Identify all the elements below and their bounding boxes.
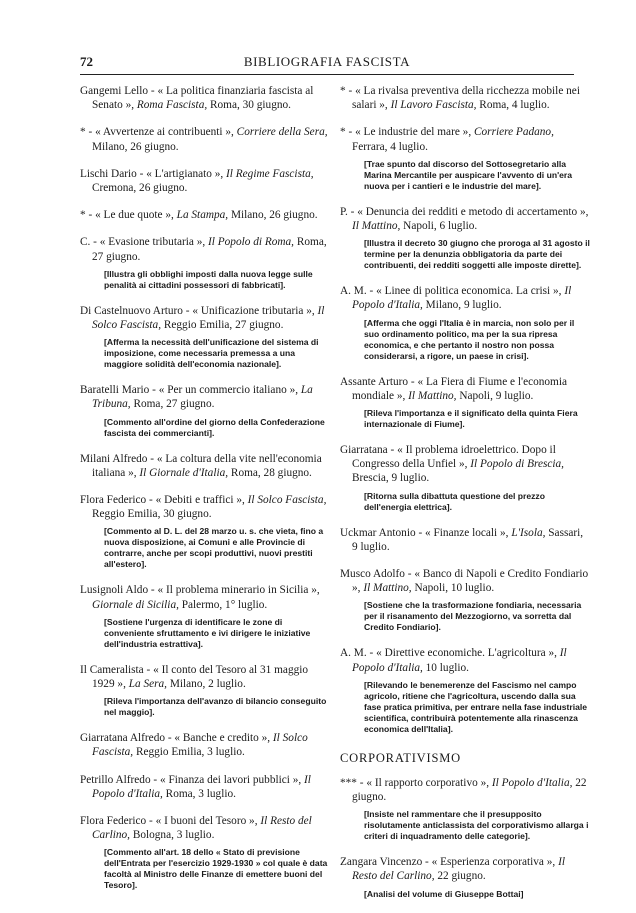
entry-author: P. - xyxy=(340,205,355,218)
entry-source: Il Mattino, xyxy=(352,220,401,233)
entry-note: [Commento al D. L. del 28 marzo u. s. che vieta, fino a nuova disposizione, ai Comuni e alle Provincie di contrarre, anche per scopi produttivi, nuovi prestiti all'estero]. xyxy=(104,526,324,570)
entry-note: [Ritorna sulla dibattuta questione del prezzo dell'energia elettrica]. xyxy=(364,490,545,512)
entry-author: Milani Alfredo - xyxy=(80,452,155,465)
bibliography-entry xyxy=(80,125,328,153)
entry-title: « Banco di Napoli e Credito Fondiario », xyxy=(352,568,589,595)
entry-source: La Tribuna, xyxy=(92,384,313,411)
entry-note: [Sostiene l'urgenza di identificare le zone di conveniente sfruttamento e ivi dirigere le iniziative dell'industria estrattiva]. xyxy=(104,616,311,649)
entry-title: « La coltura della vite nell'economia italiana », xyxy=(92,452,322,479)
entry-place-date: Reggio Emilia, 27 giugno. xyxy=(163,319,284,332)
entry-place-date: 10 luglio. xyxy=(425,661,469,674)
bibliography-entry xyxy=(340,567,590,633)
entry-title: « Finanze locali », xyxy=(425,526,509,539)
bibliography-entry xyxy=(340,526,590,554)
entry-title: « Evasione tributaria », xyxy=(99,236,206,249)
entry-author: * - xyxy=(340,85,353,97)
entry-title: « Le due quote », xyxy=(95,209,174,222)
entry-place-date: Napoli, 10 luglio. xyxy=(414,582,495,595)
entry-title: « Il problema idroelettrico. Dopo il Congresso della Unfiel », xyxy=(352,444,556,471)
entry-title: « Avvertenze ai contribuenti », xyxy=(95,126,234,139)
entry-note: [Analisi del volume di Giuseppe Bottai] xyxy=(364,888,524,899)
running-title: BIBLIOGRAFIA FASCISTA xyxy=(243,54,411,69)
entry-author: Assante Arturo - xyxy=(340,375,415,388)
entry-source: Roma Fascista, xyxy=(136,99,208,112)
entry-place-date: Milano, 9 luglio. xyxy=(425,299,502,312)
entry-title: « Esperienza corporativa », xyxy=(431,856,556,869)
entry-place-date: Roma, 27 giugno. xyxy=(92,236,327,263)
entry-author: * - xyxy=(80,209,93,222)
bibliography-entry xyxy=(80,235,328,290)
entry-source: La Stampa, xyxy=(176,209,229,222)
bibliography-entry xyxy=(80,814,328,891)
entry-source: Il Solco Fascista, xyxy=(92,732,308,759)
entry-source: Giornale di Sicilia, xyxy=(92,598,179,611)
entry-note: [Insiste nel rammentare che il presupposito risolutamente anticlassista del corporativismo allarga i criteri di inquadramento delle categorie]. xyxy=(364,809,589,842)
page-header xyxy=(80,54,574,75)
entry-source: Il Popolo di Brescia, xyxy=(470,458,565,471)
entry-author: Petrillo Alfredo - xyxy=(80,773,158,786)
entry-place-date: Reggio Emilia, 30 giugno. xyxy=(92,508,212,521)
entry-author: Gangemi Lello - xyxy=(80,85,155,97)
entry-source: Il Solco Fascista, xyxy=(247,494,327,507)
bibliography-entry xyxy=(80,493,328,570)
entry-place-date: Roma, 27 giugno. xyxy=(133,398,215,411)
entry-source: Il Popolo di Roma, xyxy=(208,236,295,249)
entry-place-date: Roma, 30 giugno. xyxy=(210,99,291,112)
entry-title: « Denuncia dei redditi e metodo di accertamento », xyxy=(357,205,589,218)
entry-note: [Afferma la necessità dell'unificazione del sistema di imposizione, come necessaria premessa a una maggiore solidità dell'economia nazionale]. xyxy=(104,337,319,370)
bibliography-entry xyxy=(80,731,328,759)
section-heading: CORPORATIVISMO xyxy=(340,750,461,765)
entry-author: Lischi Dario - xyxy=(80,167,144,180)
entry-note: [Sostiene che la trasformazione fondiaria, necessaria per il risanamento del Mezzogiorno, va sorretta dal Credito Fondiario]. xyxy=(364,600,582,633)
entry-source: Il Popolo d'Italia, xyxy=(352,647,567,674)
entry-note: [Rilevando le benemerenze del Fascismo nel campo agricolo, ritiene che l'agricoltura, uscendo dalla sua fase pratica primitiva, per entrare nella fase industriale scientifica, contribuirà potentemente alla rinascenza economica dell'Italia]. xyxy=(364,679,588,734)
entry-title: « Direttive economiche. L'agricoltura », xyxy=(376,647,557,660)
entry-author: Giarratana Alfredo - xyxy=(80,732,172,745)
entry-title: « Il problema minerario in Sicilia », xyxy=(157,584,320,597)
entry-place-date: Milano, 26 giugno. xyxy=(92,140,179,153)
bibliography-entry xyxy=(80,383,328,438)
right-column xyxy=(340,84,590,913)
entry-source: Il Lavoro Fascista, xyxy=(390,99,477,112)
entry-place-date: Napoli, 9 luglio. xyxy=(459,389,534,402)
entry-place-date: Milano, 26 giugno. xyxy=(230,209,318,222)
entry-source: Il Solco Fascista, xyxy=(92,304,325,332)
entry-source: Il Popolo d'Italia, xyxy=(352,285,572,312)
entry-place-date: Bologna, 3 luglio. xyxy=(132,829,215,842)
entry-place-date: Cremona, 26 giugno. xyxy=(92,182,188,195)
entry-place-date: Napoli, 6 luglio. xyxy=(403,220,478,233)
entry-place-date: Reggio Emilia, 3 luglio. xyxy=(135,746,245,759)
section-entries xyxy=(340,776,590,900)
bibliography-entry xyxy=(340,646,590,734)
entry-place-date: Palermo, 1° luglio. xyxy=(181,598,268,611)
entry-place-date: Roma, 3 luglio. xyxy=(165,787,236,800)
entry-author: Musco Adolfo - xyxy=(340,568,412,581)
bibliography-entry xyxy=(80,452,328,480)
entry-source: Il Mattino, xyxy=(363,582,412,595)
entry-source: L'Isola, xyxy=(511,526,546,539)
entry-place-date: Roma, 4 luglio. xyxy=(479,99,550,112)
entry-title: « Finanza dei lavori pubblici », xyxy=(160,773,302,786)
entry-title: « Il rapporto corporativo », xyxy=(366,776,490,789)
entry-title: « La rivalsa preventiva della ricchezza mobile nei salari », xyxy=(352,85,580,112)
bibliography-entry xyxy=(80,304,328,370)
entry-author: Lusignoli Aldo - xyxy=(80,584,155,597)
entry-place-date: Brescia, 9 luglio. xyxy=(352,472,430,485)
bibliography-entry xyxy=(340,776,590,842)
entry-note: [Afferma che oggi l'Italia è in marcia, non solo per il suo ordinamento politico, ma per la sua ripresa economica, e che pertanto il nostro non possa considerarsi, a rigore, un paese in crisi]. xyxy=(364,317,575,361)
entry-place-date: 22 giugno. xyxy=(352,776,587,804)
bibliography-entry xyxy=(80,773,328,801)
right-column-entries xyxy=(340,84,590,735)
entry-source: Il Popolo d'Italia, xyxy=(92,773,311,800)
entry-note: [Rileva l'importanza dell'avanzo di bilancio conseguito nel maggio]. xyxy=(104,696,327,718)
bibliography-entry xyxy=(340,125,590,191)
bibliography-entry xyxy=(80,583,328,649)
entry-author: Giarratana - xyxy=(340,444,395,457)
entry-author: Uckmar Antonio - xyxy=(340,526,423,539)
entry-source: Il Resto del Carlino, xyxy=(352,856,565,883)
entry-place-date: Roma, 28 giugno. xyxy=(230,466,312,479)
entry-title: « I buoni del Tesoro », xyxy=(155,815,258,828)
entry-note: [Illustra il decreto 30 giugno che proroga al 31 agosto il termine per la denunzia obbligatoria da parte dei contribuenti, dei redditi soggetti alle imposte dirette]. xyxy=(364,238,590,271)
bibliography-entry xyxy=(340,443,590,513)
entry-title: « Debiti e traffici », xyxy=(155,494,245,507)
entry-note: [Commento all'art. 18 dello « Stato di previsione dell'Entrata per l'esercizio 1929-1930 » col quale è data facoltà al Ministro delle Finanze di emettere buoni del Tesoro]. xyxy=(104,847,328,891)
entry-author: Di Castelnuovo Arturo - xyxy=(80,304,190,317)
entry-note: [Trae spunto dal discorso del Sottosegretario alla Marina Mercantile per auspicare l'avvento di un'era nuova per i cantieri e le industrie del mare]. xyxy=(364,158,573,191)
entry-author: Flora Federico - xyxy=(80,815,153,828)
entry-author: C. - xyxy=(80,236,97,249)
entry-author: A. M. - xyxy=(340,285,374,298)
bibliography-entry xyxy=(80,663,328,718)
entry-title: « Le industrie del mare », xyxy=(355,126,472,139)
entry-note: [Illustra gli obblighi imposti dalla nuova legge sulle penalità ai cittadini possessori di fabbricati]. xyxy=(104,268,313,290)
entry-source: Corriere della Sera, xyxy=(236,126,328,139)
entry-author: Zangara Vincenzo - xyxy=(340,856,429,869)
bibliography-entry xyxy=(340,375,590,430)
entry-author: Flora Federico - xyxy=(80,494,153,507)
bibliography-entry xyxy=(80,208,328,222)
bibliography-entry xyxy=(340,284,590,361)
entry-author: *** - xyxy=(340,776,364,789)
entry-source: Il Giornale d'Italia, xyxy=(139,466,229,479)
entry-title: « Unificazione tributaria », xyxy=(192,304,315,317)
entry-source: Il Mattino, xyxy=(408,389,457,402)
entry-title: « Banche e credito », xyxy=(174,732,271,745)
entry-title: « La politica finanziaria fascista al Senato », xyxy=(92,85,314,112)
entry-author: A. M. - xyxy=(340,647,374,660)
entry-title: « La Fiera di Fiume e l'economia mondiale », xyxy=(352,375,567,402)
bibliography-entry xyxy=(340,84,590,112)
entry-author: * - xyxy=(80,126,93,139)
entry-title: « Linee di politica economica. La crisi », xyxy=(376,285,562,298)
left-column xyxy=(80,84,328,904)
bibliography-entry xyxy=(340,205,590,271)
entry-source: La Sera, xyxy=(128,678,168,691)
entry-title: « Per un commercio italiano », xyxy=(158,384,299,397)
entry-place-date: 22 giugno. xyxy=(437,870,486,883)
entry-source: Corriere Padano, xyxy=(473,126,554,139)
entry-author: * - xyxy=(340,126,353,139)
page-number: 72 xyxy=(80,54,93,69)
entry-title: « L'artigianato », xyxy=(146,167,224,180)
entry-place-date: Milano, 2 luglio. xyxy=(169,678,246,691)
entry-source: Il Regime Fascista, xyxy=(226,167,314,180)
entry-author: Baratelli Mario - xyxy=(80,384,156,397)
bibliography-entry xyxy=(80,167,328,195)
entry-source: Il Popolo d'Italia, xyxy=(491,776,573,789)
entry-title: « Il conto del Tesoro al 31 maggio 1929 », xyxy=(92,663,309,691)
bibliography-entry xyxy=(340,855,590,899)
bibliography-entry xyxy=(80,84,328,112)
entry-note: [Commento all'ordine del giorno della Confederazione fascista dei commercianti]. xyxy=(104,416,325,438)
entry-source: Il Resto del Carlino, xyxy=(92,815,312,842)
entry-note: [Rileva l'importanza e il significato della quinta Fiera internazionale di Fiume]. xyxy=(364,408,578,430)
entry-place-date: Ferrara, 4 luglio. xyxy=(352,140,428,153)
entry-author: Il Cameralista - xyxy=(80,663,151,676)
entry-place-date: Sassari, 9 luglio. xyxy=(352,526,584,553)
